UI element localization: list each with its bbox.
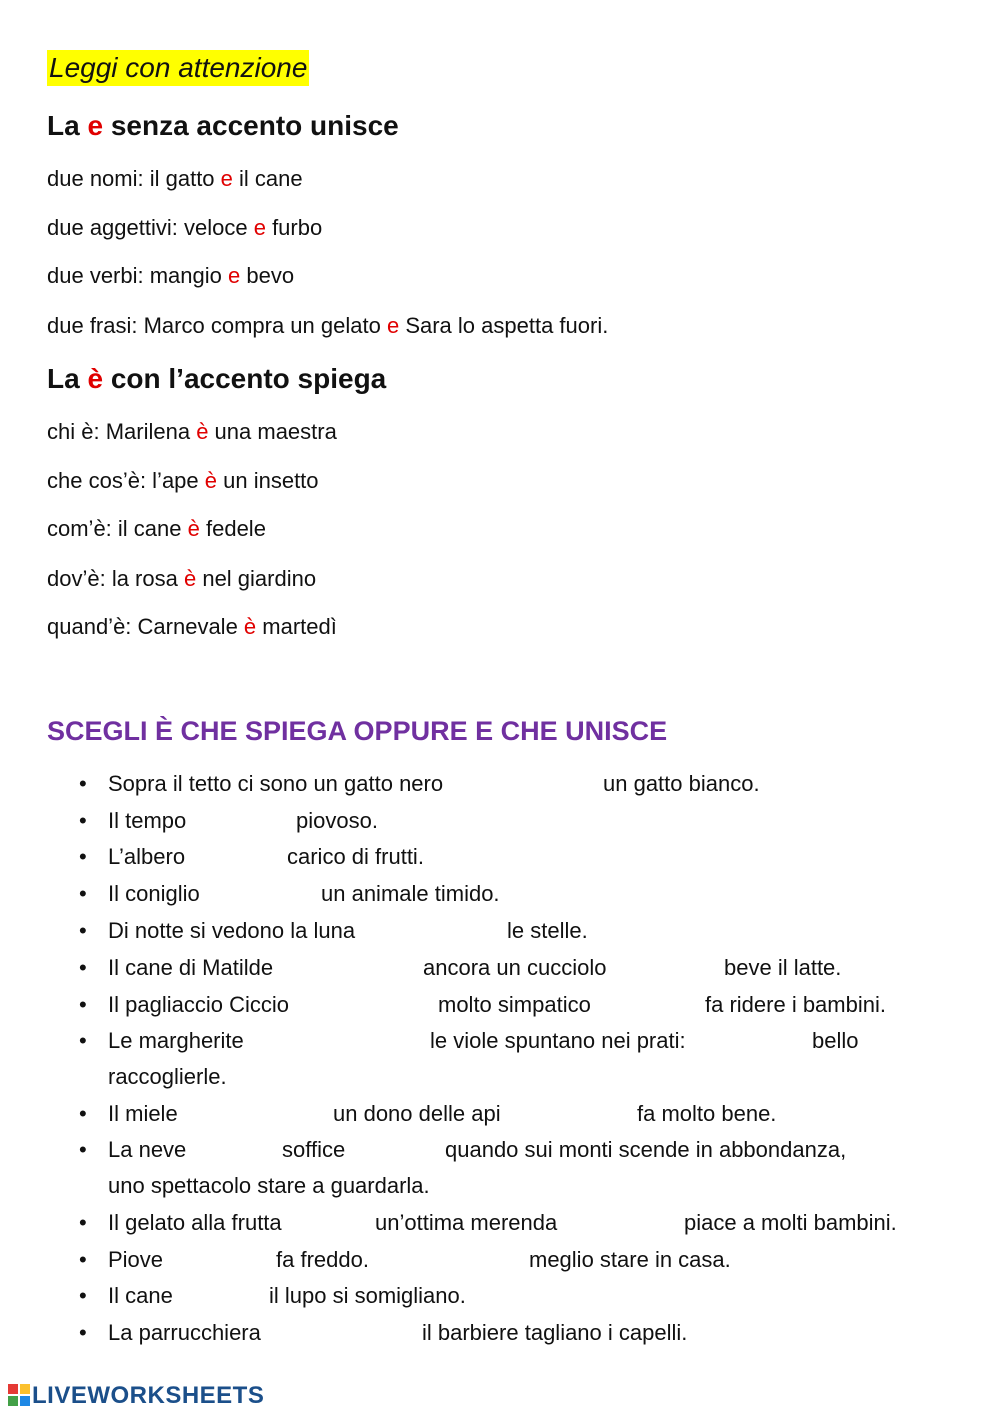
section1-title [47,108,399,144]
exercise-item-segment: Il miele [108,1101,178,1126]
bullet-marker: • [79,1101,87,1126]
line-post: bevo [240,263,295,288]
exercise-item-segment: carico di frutti. [287,844,424,869]
footer-brand: LIVEWORKSHEETS [32,1382,265,1409]
s2lines-line [47,514,266,544]
footer-logo [8,1381,264,1411]
exercise-item-segment: Sopra il tetto ci sono un gatto nero [108,771,444,796]
line-pre: che cos’è: l’ape [47,468,205,493]
s2lines-line [47,612,337,642]
bullet-marker: • [79,881,87,906]
exercise-item-segment: Il cane [108,1283,173,1308]
bullet-marker: • [79,992,87,1017]
line-pre: due aggettivi: veloce [47,215,254,240]
line-key: è [183,566,197,591]
line-post: nel giardino [196,566,317,591]
exercise-item-segment: un dono delle api [333,1101,501,1126]
exercise-item-segment: fa freddo. [276,1247,369,1272]
line-pre: com’è: il cane [47,516,188,541]
exercise-item-segment: le viole spuntano nei prati: [430,1028,686,1053]
line-key: e [386,313,400,338]
bullet-marker: • [79,1320,87,1345]
section2-title-pre: La [47,363,88,394]
line-pre: due verbi: mangio [47,263,228,288]
line-post: una maestra [208,419,337,444]
exercise-item-segment: meglio stare in casa. [529,1247,731,1272]
line-post: martedì [256,614,337,639]
line-post: furbo [265,215,323,240]
line-key: è [204,468,218,493]
exercise-item-segment: Il pagliaccio Ciccio [108,992,289,1017]
section2-title [47,361,386,397]
exercise-item-segment: L’albero [108,844,186,869]
line-post: fedele [199,516,266,541]
liveworksheets-logo-icon [8,1384,30,1406]
exercise-item-segment: Piove [108,1247,164,1272]
bullet-marker: • [79,808,87,833]
exercise-item-segment: La neve [108,1137,187,1162]
line-pre: due nomi: il gatto [47,166,221,191]
line-post: il cane [232,166,303,191]
line-key: è [243,614,257,639]
bullet-marker: • [79,918,87,943]
bullet-marker: • [79,1210,87,1235]
exercise-title: SCEGLI È CHE SPIEGA OPPURE E CHE UNISCE [47,716,668,746]
exercise-item-segment: piace a molti bambini. [684,1210,897,1235]
exercise-item-segment: fa molto bene. [637,1101,777,1126]
intro-highlight: Leggi con attenzione [47,50,309,86]
exercise-item-segment: un gatto bianco. [603,771,760,796]
section1-title-pre: La [47,110,88,141]
exercise-item-segment: raccoglierle. [108,1064,227,1089]
exercise-item-segment: piovoso. [296,808,378,833]
bullet-marker: • [79,1283,87,1308]
bullet-marker: • [79,1028,87,1053]
line-key: e [228,263,241,288]
exercise-item-segment: Il cane di Matilde [108,955,274,980]
line-post: Sara lo aspetta fuori. [399,313,609,338]
exercise-item-segment: un’ottima merenda [375,1210,558,1235]
exercise-item-segment: soffice [282,1137,346,1162]
s2lines-line [47,417,337,447]
exercise-item-segment: Le margherite [108,1028,244,1053]
exercise-item-segment: fa ridere i bambini. [705,992,886,1017]
s1lines-line [47,311,608,341]
exercise-item-segment: quando sui monti scende in abbondanza, [445,1137,847,1162]
exercise-item-segment: Il gelato alla frutta [108,1210,282,1235]
section2-title-post: con l’accento spiega [103,363,387,394]
line-pre: chi è: Marilena [47,419,197,444]
exercise-item-segment: Il tempo [108,808,187,833]
exercise-item-segment: il lupo si somigliano. [269,1283,466,1308]
s2lines-line [47,564,316,594]
bullet-marker: • [79,771,87,796]
line-key: è [196,419,209,444]
s1lines-line [47,164,303,194]
line-pre: quand’è: Carnevale [47,614,244,639]
bullet-marker: • [79,955,87,980]
line-key: e [253,215,266,240]
bullet-marker: • [79,1247,87,1272]
exercise-item-segment: beve il latte. [724,955,842,980]
exercise-item-segment: Il coniglio [108,881,200,906]
exercise-item-segment: bello [812,1028,859,1053]
bullet-marker: • [79,1137,87,1162]
exercise-item-segment: un animale timido. [321,881,500,906]
exercise-item-segment: molto simpatico [438,992,591,1017]
section1-title-post: senza accento unisce [103,110,399,141]
exercise-item-segment: Di notte si vedono la luna [108,918,356,943]
s1lines-line [47,213,322,243]
line-pre: dov’è: la rosa [47,566,184,591]
exercise-item-segment: uno spettacolo stare a guardarla. [108,1173,430,1198]
exercise-item-segment: ancora un cucciolo [423,955,607,980]
line-post: un insetto [217,468,319,493]
exercise-item-segment: le stelle. [507,918,588,943]
line-key: e [220,166,233,191]
exercise-item-segment: il barbiere tagliano i capelli. [422,1320,688,1345]
section1-title-key: e [87,110,104,141]
s2lines-line [47,466,319,496]
s1lines-line [47,261,294,291]
section2-title-key: è [87,363,104,394]
exercise-item-segment: La parrucchiera [108,1320,261,1345]
line-pre: due frasi: Marco compra un gelato [47,313,387,338]
bullet-marker: • [79,844,87,869]
line-key: è [187,516,200,541]
